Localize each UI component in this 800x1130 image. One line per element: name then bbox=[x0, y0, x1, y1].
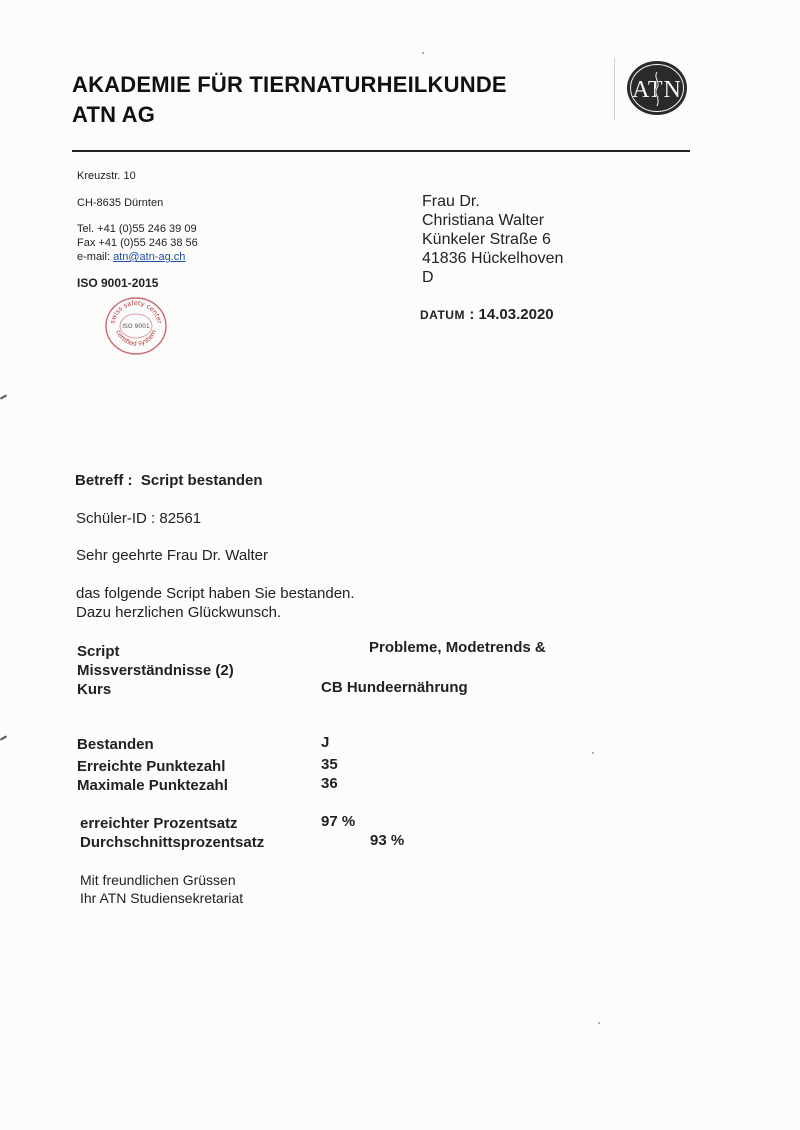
paragraph-line1: das folgende Script haben Sie bestanden. bbox=[76, 585, 355, 602]
max-points-label: Maximale Punktezahl bbox=[77, 777, 228, 794]
scan-mark bbox=[0, 735, 7, 740]
seal-center-text: ISO 9001 bbox=[122, 323, 150, 330]
points-value: 35 bbox=[321, 756, 338, 773]
iso-label: ISO 9001-2015 bbox=[77, 276, 159, 290]
recipient-city: 41836 Hückelhoven bbox=[422, 250, 564, 267]
subject-label: Betreff : bbox=[75, 472, 133, 489]
passed-value: J bbox=[321, 734, 330, 751]
seal-top-text: swiss safety center bbox=[108, 298, 164, 325]
script-value-line2: Missverständnisse (2) bbox=[77, 662, 234, 679]
recipient-country: D bbox=[422, 269, 434, 286]
date-label: DATUM bbox=[420, 308, 465, 322]
sender-street: Kreuzstr. 10 bbox=[77, 170, 136, 182]
points-label: Erreichte Punktezahl bbox=[77, 758, 226, 775]
student-id: Schüler-ID : 82561 bbox=[76, 510, 202, 527]
closing-line1: Mit freundlichen Grüssen bbox=[80, 872, 236, 888]
recipient-name: Christiana Walter bbox=[422, 212, 545, 229]
atn-logo bbox=[626, 60, 688, 121]
passed-label: Bestanden bbox=[77, 736, 154, 753]
closing-line2: Ihr ATN Studiensekretariat bbox=[80, 890, 244, 906]
date-value: : 14.03.2020 bbox=[469, 306, 554, 323]
seal-bottom-text: certified system bbox=[114, 328, 158, 348]
certification-seal bbox=[104, 296, 168, 361]
script-value-line1: Probleme, Modetrends & bbox=[369, 639, 546, 656]
scan-speck bbox=[598, 1022, 600, 1024]
date-line bbox=[420, 306, 554, 324]
email-link[interactable]: atn@atn-ag.ch bbox=[113, 251, 186, 263]
scan-speck bbox=[592, 752, 594, 754]
recipient-line1: Frau Dr. bbox=[422, 193, 480, 210]
sender-tel: Tel. +41 (0)55 246 39 09 bbox=[77, 223, 197, 235]
percent-value: 97 % bbox=[321, 813, 356, 830]
scan-mark bbox=[0, 394, 7, 399]
subject-text: Script bestanden bbox=[140, 472, 263, 489]
recipient-street: Künkeler Straße 6 bbox=[422, 231, 551, 248]
salutation: Sehr geehrte Frau Dr. Walter bbox=[76, 547, 269, 564]
org-name: AKADEMIE FÜR TIERNATURHEILKUNDE bbox=[72, 72, 507, 97]
sender-fax: Fax +41 (0)55 246 38 56 bbox=[77, 237, 198, 249]
average-percent-value: 93 % bbox=[370, 832, 405, 849]
max-points-value: 36 bbox=[321, 775, 338, 792]
email-prefix: e-mail: bbox=[77, 251, 114, 263]
header-divider bbox=[614, 58, 615, 120]
paragraph-line2: Dazu herzlichen Glückwunsch. bbox=[76, 604, 282, 621]
script-label: Script bbox=[77, 643, 120, 660]
course-label: Kurs bbox=[77, 681, 112, 698]
org-name-short: ATN AG bbox=[72, 102, 156, 127]
scan-speck bbox=[422, 52, 424, 54]
subject-line bbox=[75, 472, 263, 489]
average-percent-label: Durchschnittsprozentsatz bbox=[80, 834, 265, 851]
course-value: CB Hundeernährung bbox=[321, 679, 468, 696]
sender-city: CH-8635 Dürnten bbox=[77, 197, 164, 209]
logo-text: ATN bbox=[632, 77, 682, 103]
header-rule bbox=[72, 150, 690, 152]
percent-label: erreichter Prozentsatz bbox=[80, 815, 238, 832]
sender-email-line bbox=[77, 251, 185, 263]
